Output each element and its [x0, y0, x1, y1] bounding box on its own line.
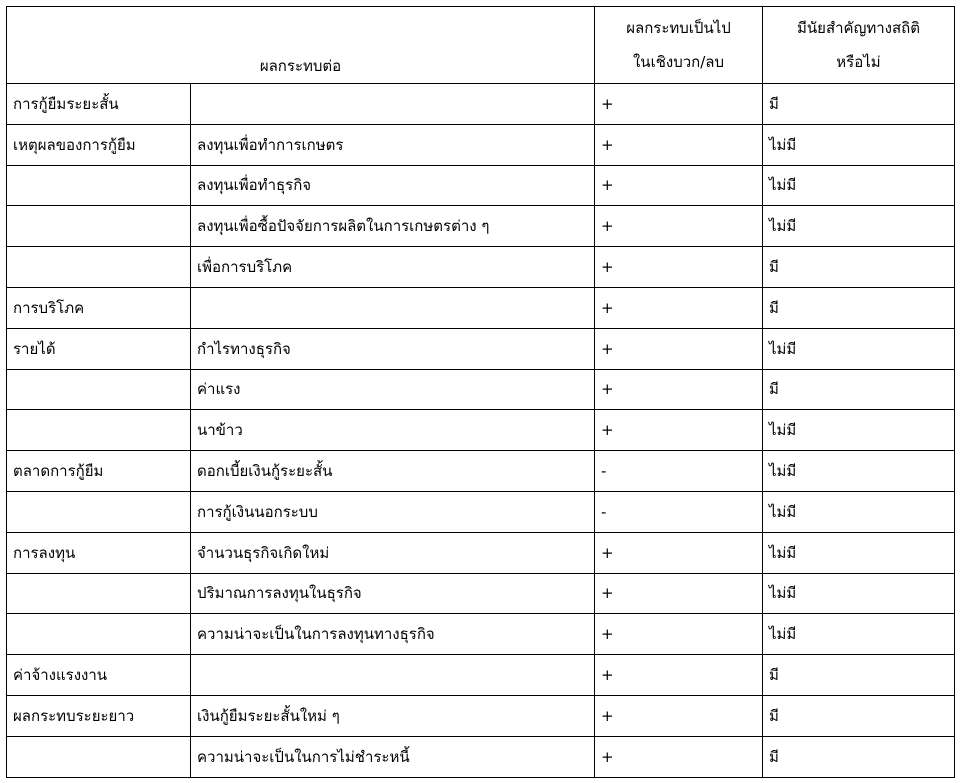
- row-item: เงินกู้ยืมระยะสั้นใหม่ ๆ: [191, 695, 595, 736]
- table-row: [7, 736, 955, 777]
- row-category: การลงทุน: [7, 532, 191, 573]
- row-sign: +: [595, 369, 763, 410]
- row-item: การกู้เงินนอกระบบ: [191, 491, 595, 532]
- header-direction: [595, 7, 763, 84]
- row-significant: มี: [763, 84, 955, 125]
- table-body: [7, 84, 955, 778]
- table-row: [7, 532, 955, 573]
- row-significant: มี: [763, 655, 955, 696]
- row-category: การบริโภค: [7, 287, 191, 328]
- row-significant: ไม่มี: [763, 573, 955, 614]
- table-row: [7, 451, 955, 492]
- row-category: เหตุผลของการกู้ยืม: [7, 124, 191, 165]
- row-category: [7, 614, 191, 655]
- row-significant: ไม่มี: [763, 165, 955, 206]
- table-row: [7, 124, 955, 165]
- row-category: การกู้ยืมระยะสั้น: [7, 84, 191, 125]
- table-row: [7, 247, 955, 288]
- row-significant: ไม่มี: [763, 328, 955, 369]
- table-row: [7, 328, 955, 369]
- row-significant: มี: [763, 369, 955, 410]
- header-row: [7, 7, 955, 84]
- row-item: ความน่าจะเป็นในการลงทุนทางธุรกิจ: [191, 614, 595, 655]
- row-sign: +: [595, 736, 763, 777]
- row-item: ลงทุนเพื่อทำธุรกิจ: [191, 165, 595, 206]
- row-sign: +: [595, 655, 763, 696]
- row-category: ตลาดการกู้ยืม: [7, 451, 191, 492]
- row-category: ค่าจ้างแรงงาน: [7, 655, 191, 696]
- table-row: [7, 410, 955, 451]
- row-sign: +: [595, 287, 763, 328]
- row-sign: +: [595, 410, 763, 451]
- row-significant: ไม่มี: [763, 614, 955, 655]
- table-row: [7, 491, 955, 532]
- row-sign: +: [595, 84, 763, 125]
- row-significant: มี: [763, 695, 955, 736]
- header-significance: [763, 7, 955, 84]
- row-sign: +: [595, 206, 763, 247]
- row-sign: +: [595, 328, 763, 369]
- row-sign: +: [595, 124, 763, 165]
- table-row: [7, 655, 955, 696]
- row-significant: ไม่มี: [763, 532, 955, 573]
- row-sign: +: [595, 695, 763, 736]
- header-significance-line2: หรือไม่: [836, 53, 881, 71]
- row-item: ลงทุนเพื่อซื้อปัจจัยการผลิตในการเกษตรต่าง ๆ: [191, 206, 595, 247]
- row-category: [7, 491, 191, 532]
- row-sign: +: [595, 165, 763, 206]
- row-sign: -: [595, 451, 763, 492]
- row-sign: +: [595, 614, 763, 655]
- table-row: [7, 369, 955, 410]
- header-impact-on-label: ผลกระทบต่อ: [259, 57, 342, 75]
- row-item: [191, 287, 595, 328]
- row-significant: ไม่มี: [763, 451, 955, 492]
- table-row: [7, 695, 955, 736]
- impact-table: [6, 6, 955, 778]
- table-row: [7, 206, 955, 247]
- row-item: [191, 84, 595, 125]
- row-category: [7, 573, 191, 614]
- row-item: ลงทุนเพื่อทำการเกษตร: [191, 124, 595, 165]
- row-significant: ไม่มี: [763, 491, 955, 532]
- row-item: เพื่อการบริโภค: [191, 247, 595, 288]
- row-category: [7, 247, 191, 288]
- row-significant: ไม่มี: [763, 206, 955, 247]
- row-category: [7, 736, 191, 777]
- header-direction-line2: ในเชิงบวก/ลบ: [632, 53, 724, 71]
- row-category: [7, 410, 191, 451]
- row-item: ค่าแรง: [191, 369, 595, 410]
- row-category: ผลกระทบระยะยาว: [7, 695, 191, 736]
- header-impact-on: [7, 7, 595, 84]
- table-header: [7, 7, 955, 84]
- table-row: [7, 614, 955, 655]
- table-row: [7, 165, 955, 206]
- row-significant: มี: [763, 287, 955, 328]
- row-category: [7, 369, 191, 410]
- row-sign: +: [595, 247, 763, 288]
- table-row: [7, 84, 955, 125]
- header-direction-line1: ผลกระทบเป็นไป: [626, 19, 731, 37]
- row-significant: ไม่มี: [763, 410, 955, 451]
- row-item: นาข้าว: [191, 410, 595, 451]
- row-item: จำนวนธุรกิจเกิดใหม่: [191, 532, 595, 573]
- row-category: [7, 206, 191, 247]
- row-sign: -: [595, 491, 763, 532]
- row-significant: ไม่มี: [763, 124, 955, 165]
- row-significant: มี: [763, 247, 955, 288]
- row-item: ความน่าจะเป็นในการไม่ชำระหนี้: [191, 736, 595, 777]
- table-row: [7, 573, 955, 614]
- row-sign: +: [595, 532, 763, 573]
- row-item: [191, 655, 595, 696]
- header-significance-line1: มีนัยสำคัญทางสถิติ: [797, 19, 920, 37]
- row-category: รายได้: [7, 328, 191, 369]
- row-item: ดอกเบี้ยเงินกู้ระยะสั้น: [191, 451, 595, 492]
- row-category: [7, 165, 191, 206]
- table-row: [7, 287, 955, 328]
- row-item: กำไรทางธุรกิจ: [191, 328, 595, 369]
- row-significant: มี: [763, 736, 955, 777]
- row-item: ปริมาณการลงทุนในธุรกิจ: [191, 573, 595, 614]
- row-sign: +: [595, 573, 763, 614]
